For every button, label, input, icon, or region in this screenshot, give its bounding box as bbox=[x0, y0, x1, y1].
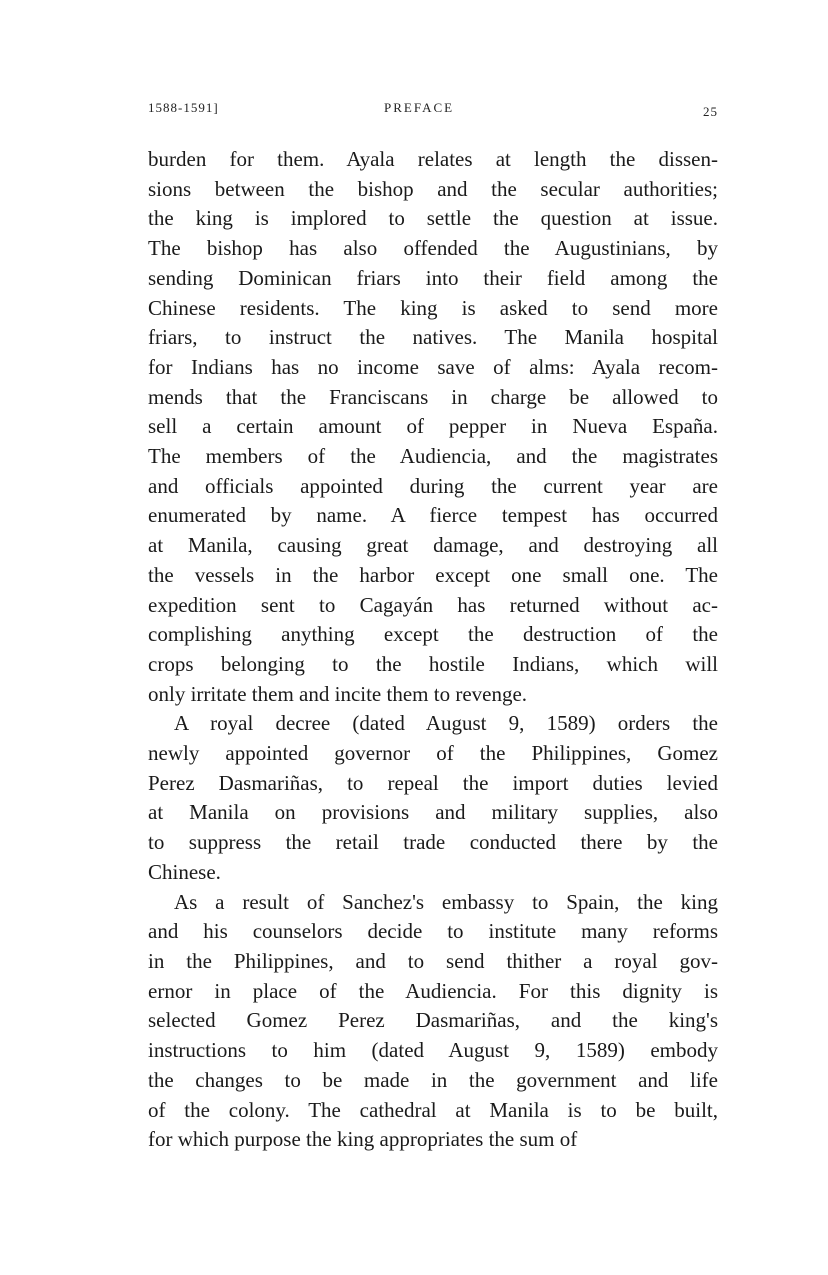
text-line: in the Philippines, and to send thither a royal gov- bbox=[148, 948, 718, 973]
text-line: enumerated by name. A fierce tempest has occurred bbox=[148, 503, 718, 528]
text-line: sell a certain amount of pepper in Nueva España. bbox=[148, 414, 718, 439]
text-line: The members of the Audiencia, and the magistrates bbox=[148, 444, 718, 469]
text-line: burden for them. Ayala relates at length the dissen- bbox=[148, 147, 718, 171]
paragraph bbox=[148, 888, 718, 1155]
page-number: 25 bbox=[703, 104, 718, 119]
text-line: sending Dominican friars into their field among the bbox=[148, 265, 718, 290]
text-line: Chinese. bbox=[148, 859, 221, 884]
text-line: complishing anything except the destruction of the bbox=[148, 622, 718, 647]
text-line: Perez Dasmariñas, to repeal the import duties levied bbox=[148, 770, 718, 795]
text-line: and his counselors decide to institute many reforms bbox=[148, 919, 718, 944]
text-line: Chinese residents. The king is asked to send more bbox=[148, 295, 718, 320]
body-text bbox=[148, 145, 718, 1155]
text-line: As a result of Sanchez's embassy to Spain, the king bbox=[174, 889, 718, 914]
text-line: of the colony. The cathedral at Manila is to be built, bbox=[148, 1097, 718, 1122]
text-line: crops belonging to the hostile Indians, which will bbox=[148, 651, 718, 676]
text-line: only irritate them and incite them to revenge. bbox=[148, 681, 528, 706]
text-line: the king is implored to settle the question at issue. bbox=[148, 206, 718, 231]
text-line: the changes to be made in the government and life bbox=[148, 1067, 718, 1092]
text-line: the vessels in the harbor except one small one. The bbox=[148, 562, 718, 587]
text-line: selected Gomez Perez Dasmariñas, and the king's bbox=[148, 1008, 718, 1033]
text-line: A royal decree (dated August 9, 1589) orders the bbox=[174, 711, 718, 736]
text-line: The bishop has also offended the Augustinians, by bbox=[148, 236, 718, 261]
text-line: for which purpose the king appropriates the sum of bbox=[148, 1127, 578, 1152]
running-head-title: PREFACE bbox=[384, 100, 455, 115]
text-line: sions between the bishop and the secular authorities; bbox=[148, 176, 718, 201]
text-line: expedition sent to Cagayán has returned without ac- bbox=[148, 592, 718, 617]
text-line: at Manila, causing great damage, and destroying all bbox=[148, 533, 718, 558]
text-line: friars, to instruct the natives. The Manila hospital bbox=[148, 325, 718, 350]
text-line: instructions to him (dated August 9, 1589) embody bbox=[148, 1038, 718, 1063]
running-head bbox=[148, 100, 718, 120]
paragraph bbox=[148, 709, 718, 887]
text-line: ernor in place of the Audiencia. For this dignity is bbox=[148, 978, 718, 1003]
paragraph bbox=[148, 145, 718, 709]
text-line: mends that the Franciscans in charge be allowed to bbox=[148, 384, 718, 409]
text-line: to suppress the retail trade conducted there by the bbox=[148, 830, 718, 855]
text-line: at Manila on provisions and military supplies, also bbox=[148, 800, 718, 825]
running-head-date-range: 1588-1591] bbox=[148, 100, 219, 115]
text-line: and officials appointed during the current year are bbox=[148, 473, 718, 498]
text-line: for Indians has no income save of alms: Ayala recom- bbox=[148, 354, 718, 379]
text-line: newly appointed governor of the Philippines, Gomez bbox=[148, 741, 718, 766]
